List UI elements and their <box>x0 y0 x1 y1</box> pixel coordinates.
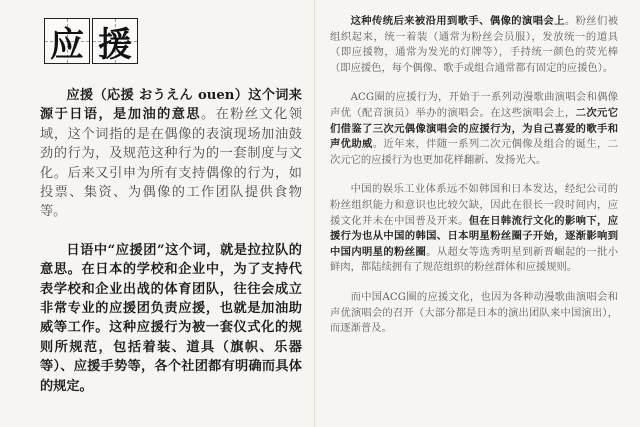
body-text: 。粉丝们被组织起来，统一着装（通常为粉丝会员服），发放统一的道具（即应援物，通常为发光的灯牌等），手持统一颜色的荧光棒（即应援色，每个偶像、歌手或组合通常都有固定的应援色）。 <box>330 15 619 74</box>
right-paragraph-4 <box>330 290 618 337</box>
title-char-2: 援 <box>98 24 132 65</box>
body-text: 中国的娱乐工业体系远不如韩国和日本发达，经纪公司的粉丝组织能力和意识也比较欠缺，因此在很长一段时间内，应援文化并未在中国普及开来。 <box>330 183 618 227</box>
column-divider <box>314 0 315 427</box>
body-text: 。在粉丝文化领域，这个词指的是在偶像的表演现场加油鼓劲的行为，及规范这种行为的一套制度与文化。后来又引申为所有支持偶像的行为，如投票、集资、为偶像的工作团队提供食物等。 <box>40 107 303 220</box>
right-paragraph-3 <box>330 182 618 276</box>
left-paragraph-2 <box>40 241 302 396</box>
left-column <box>40 86 302 396</box>
body-text: 而中国ACG圈的应援文化，也因为各种动漫歌曲演唱会和声优演唱会的召开（大部分都是日本的演出团队来中国演出），而逐渐普及。 <box>330 290 618 335</box>
emphasis-text: 二次元它们借鉴了三次元偶像演唱会的应援行为，为自己喜爱的歌手和声优助威 <box>330 106 619 151</box>
title-char-box-1 <box>44 18 90 64</box>
body-text: 。近年来，伴随一系列二次元偶像及组合的诞生，二次元它的应援行为也更加花样翻新、发扬光大。 <box>330 138 619 166</box>
emphasis-text: 应援（応援 おうえん ouen）这个词来源于日语，是加油的意思 <box>40 88 302 123</box>
right-paragraph-1 <box>330 14 618 76</box>
right-column <box>330 14 618 337</box>
title-char-box-2 <box>92 18 138 64</box>
right-paragraph-2 <box>330 90 618 168</box>
emphasis-text: 但在日韩流行文化的影响下，应援行为也从中国的韩国、日本明星粉丝圈子开始，逐渐影响到中国内明星的粉丝圈 <box>330 214 619 258</box>
body-text: ACG圈的应援行为，开始于一系列动漫歌曲演唱会和偶像声优（配音演员）举办的演唱会。在这些演唱会上， <box>330 91 618 119</box>
emphasis-text: 这种传统后来被沿用到歌手、偶像的演唱会上 <box>350 15 565 27</box>
emphasis-text: 日语中“应援团”这个词，就是拉拉队的意思。在日本的学校和企业中，为了支持代表学校和企业出战的体育团队，往往会成立非常专业的应援团负责应援，也就是加油助威等工作。这种应援行为被一套仪式化的规则所规范，包括着装、道具（旗帜、乐器等）、应援手势等，各个社团都有明确而具体的规定。 <box>40 242 302 394</box>
title-char-1: 应 <box>50 24 84 65</box>
body-text: 。从超女等选秀明星到新晋崛起的一批小鲜肉，都陆续拥有了规范组织的粉丝群体和应援规则。 <box>330 245 619 274</box>
left-paragraph-1 <box>40 86 302 222</box>
